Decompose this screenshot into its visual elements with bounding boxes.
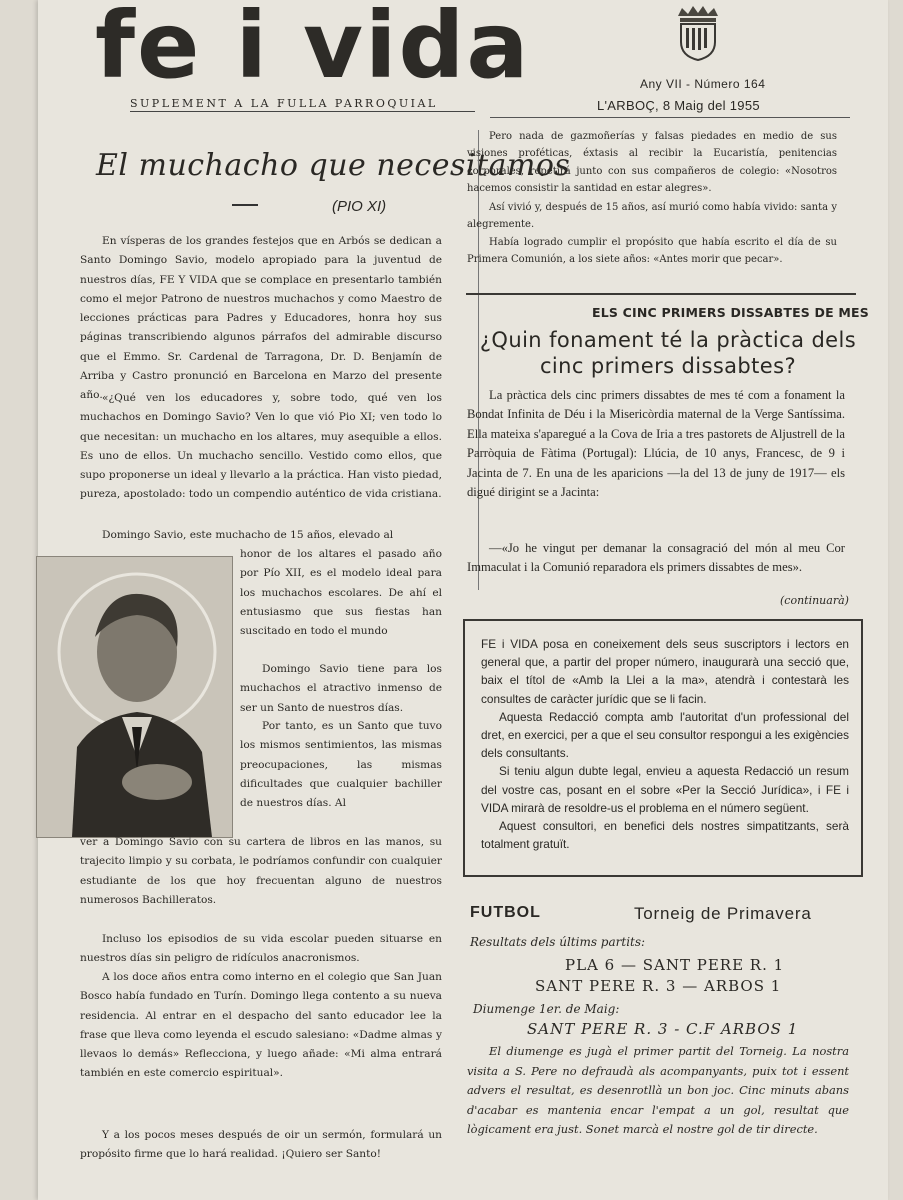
match-report: El diumenge es jugà el primer partit del Torneig. La nostra visita a S. Pere no defraudà als acompanyants, puix tot i essent advers el resultat, es desenrotllà un bon joc. Cinc minuts abans d'acabar es mantenia encar l'empat a un gol, resultat que lògicament era just. Sonet marcà el nostre gol de tir directe. <box>467 1044 849 1137</box>
article-paragraph-8: Y a los pocos meses después de oir un sermón, formulará un propósito firme que lo hará realidad. ¡Quiero ser Santo! <box>80 1129 442 1161</box>
dissabtes-paragraph-1: La pràctica dels cinc primers dissabtes de mes té com a fonament la Bondat Infinita de Déu i la Misericòrdia maternal de la Verge Santíssima. Ella mateixa s'aparegué a la Cova de Iria a tres pastorets de Aljustrell de la Parròquia de Fàtima (Portugal): Llúcia, de 10 anys, Francesc, de 9 i Jacinta de 7. En una de les aparicions —la del 13 de juny de 1917— els digué dirigint se a Jacinta: <box>467 388 845 500</box>
dissabtes-paragraph-2: —«Jo he vingut per demanar la consagració del món al meu Cor Immaculat i la Comunió reparadora els primers dissabtes de mes». <box>467 541 845 575</box>
tournament-title: Torneig de Primavera <box>634 904 812 923</box>
header-rule <box>490 117 850 118</box>
continued-label: (continuarà) <box>780 594 849 607</box>
match-result-3: SANT PERE R. 3 - C.F ARBOS 1 <box>527 1020 799 1038</box>
article-paragraph-3-lead: Domingo Savio, este muchacho de 15 años, elevado al <box>102 529 394 541</box>
article-paragraph-3-wrap: honor de los altares el pasado año por Pío XII, es el modelo ideal para los muchachos escolares. De ahí el entusiasmo que sus fiestas han suscitado en todo el mundo <box>240 548 442 638</box>
legal-notice-box <box>463 619 863 877</box>
masthead-rule <box>130 111 475 112</box>
continuation-paragraph-3: Había logrado cumplir el propósito que había escrito el día de su Primera Comunión, a los siete años: «Antes morir que pecar». <box>467 237 837 266</box>
notice-paragraph-2: Aquesta Redacció compta amb l'autoritat d'un professional del dret, en exercici, per a que el seu consultor respongui a les exigències dels consultants. <box>481 709 849 761</box>
results-label: Resultats dels últims partits: <box>470 935 646 949</box>
domingo-savio-portrait <box>36 556 233 838</box>
coat-of-arms-icon <box>672 4 724 62</box>
continuation-paragraph-2: Así vivió y, después de 15 años, así murió como había vivido: santa y alegremente. <box>467 202 837 231</box>
masthead-subtitle: SUPLEMENT A LA FULLA PARROQUIAL <box>130 97 438 110</box>
article-title: El muchacho que necesitamos <box>96 148 571 183</box>
match-result-2: SANT PERE R. 3 — ARBOS 1 <box>535 977 782 995</box>
match-date-label: Diumenge 1er. de Maig: <box>473 1002 620 1016</box>
article-paragraph-1: En vísperas de los grandes festejos que en Arbós se dedican a Santo Domingo Savio, modelo apropiado para la juventud de nuestros días, FE Y VIDA que se complace en presentarlo también como el mejor Patrono de nuestros muchachos y como Maestro de lecciones prácticas para Padres y Educadores, honra hoy sus páginas transcribiendo algunos párrafos del admirable discurso que el Emmo. Sr. Cardenal de Tarragona, Dr. D. Benjamín de Arriba y Castro pronunció en Barcelona en Marzo del presente año. <box>80 235 442 402</box>
continuation-paragraph-1: Pero nada de gazmoñerías y falsas piedades en medio de sus visiones proféticas, éxtasis al recibir la Eucaristía, penitencias corporales, repetirá junto con sus compañeros de colegio: «Nosotros hacemos consistir la santidad en estar alegres». <box>467 131 837 195</box>
article-paragraph-7: A los doce años entra como interno en el colegio que San Juan Bosco había fundado en Turín. Domingo llega contento a su nueva residencia. Al entrar en el despacho del santo educador lee la frase que lleva como leyenda el escudo salesiano: «Dadme almas y llevaos lo demás» Reflecciona, y luego añade: «Mi alma entrará también en este comercio espiritual». <box>80 971 442 1080</box>
dateline: L'ARBOÇ, 8 Maig del 1955 <box>597 98 760 113</box>
article-paragraph-2: «¿Qué ven los educadores y, sobre todo, qué ven los muchachos en Domingo Savio? Ven lo que vió Pio XI; ven todo lo que necesitan: un muchacho en los altares, muy asequible a ellos. Es uno de ellos. Un muchacho sencillo. Vestido como ellos, que supo proponerse un ideal y llevarlo a la práctica. Han visto piedad, pureza, apostolado: todo un compendio auténtico de vida cristiana. <box>80 392 442 501</box>
article-attribution: (PIO XI) <box>332 198 387 215</box>
section-rule <box>466 293 856 295</box>
masthead-title: fe i vida <box>95 0 531 99</box>
notice-paragraph-1: FE i VIDA posa en coneixement dels seus suscriptors i lectors en general que, a partir del proper número, inaugurarà una secció que, baix el títol de «Amb la Llei a la ma», atendrà i contestarà les consultes de caràcter jurídic que se li facin. <box>481 637 849 706</box>
article-paragraph-5-cont: ver a Domingo Savio con su cartera de libros en las manos, su trajecito limpio y su corbata, le podríamos confundir con cualquier estudiante de los que hoy frecuentan alguno de nuestros numerosos Bachilleratos. <box>80 836 442 906</box>
futbol-heading: FUTBOL <box>470 904 541 921</box>
article-paragraph-4: Domingo Savio tiene para los muchachos el atractivo inmenso de ser un Santo de nuestros días. <box>240 663 442 714</box>
section-heading: ELS CINC PRIMERS DISSABTES DE MES <box>592 305 870 320</box>
issue-number: Any VII - Número 164 <box>640 77 766 91</box>
article-paragraph-6: Incluso los episodios de su vida escolar pueden situarse en nuestros días sin peligro de ridículos anacronismos. <box>80 933 442 965</box>
title-dash <box>232 204 258 206</box>
match-result-1: PLA 6 — SANT PERE R. 1 <box>565 956 785 974</box>
notice-paragraph-3: Si teniu algun dubte legal, envieu a aquesta Redacció un resum del vostre cas, posant en el sobre «Per la Secció Jurídica», i FE i VIDA mirarà de resoldre-us el problema en el número següent. <box>481 764 849 815</box>
article-paragraph-5-wrap: Por tanto, es un Santo que tuvo los mismos sentimientos, las mismas preocupaciones, las mismas dificultades que cualquier bachiller de nuestros días. Al <box>240 720 442 810</box>
headline: ¿Quin fonament té la pràctica dels cinc primers dissabtes? <box>479 328 857 378</box>
notice-paragraph-4: Aquest consultori, en benefici dels nostres simpatitzants, serà totalment gratuït. <box>481 819 849 852</box>
